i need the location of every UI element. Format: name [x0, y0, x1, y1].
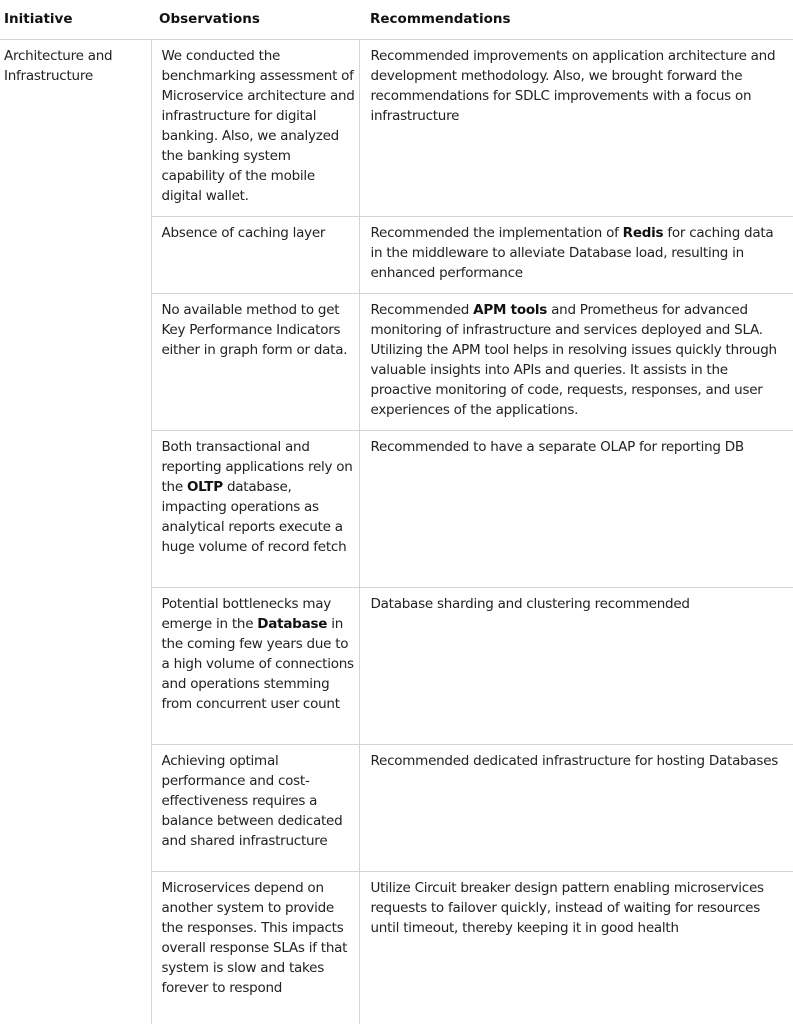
- table-header-row: [0, 0, 793, 40]
- header-observations: Observations: [151, 0, 359, 40]
- recommendation-cell: Utilize Circuit breaker design pattern enabling microservices requests to failover quickly, instead of waiting for resources until timeout, thereby keeping it in good health: [359, 872, 793, 1024]
- observation-text: Both transactional and reporting applications rely on the: [161, 439, 353, 495]
- recommendation-cell: Recommended dedicated infrastructure for hosting Databases: [359, 745, 793, 872]
- initiative-cell: Architecture and Infrastructure: [4, 48, 113, 84]
- recommendation-text: Recommended: [370, 302, 474, 318]
- observation-cell: Achieving optimal performance and cost-effectiveness requires a balance between dedicated and shared infrastructure: [151, 745, 359, 872]
- recommendation-emphasis: APM tools: [473, 302, 548, 318]
- observation-text: database, impacting operations as analytical reports execute a huge volume of record fetch: [161, 479, 347, 555]
- observation-text: Potential bottlenecks may emerge in the: [161, 596, 331, 632]
- observation-text: in the coming few years due to a high volume of connections and operations stemming from concurrent user count: [161, 616, 354, 712]
- observation-emphasis: OLTP: [186, 479, 223, 495]
- recommendation-cell: [359, 294, 793, 431]
- observation-cell: [151, 431, 359, 588]
- table-row: [0, 40, 793, 217]
- observation-emphasis: Database: [257, 616, 328, 632]
- observation-cell: We conducted the benchmarking assessment of Microservice architecture and infrastructure for digital banking. Also, we analyzed the banking system capability of the mobile digital wallet.: [151, 40, 359, 217]
- observation-cell: No available method to get Key Performance Indicators either in graph form or data.: [151, 294, 359, 431]
- observation-cell: Microservices depend on another system to provide the responses. This impacts overall response SLAs if that system is slow and takes forever to respond: [151, 872, 359, 1024]
- recommendation-text: for caching data in the middleware to alleviate Database load, resulting in enhanced performance: [370, 225, 774, 281]
- header-recommendations: Recommendations: [359, 0, 793, 40]
- recommendation-text: and Prometheus for advanced monitoring of infrastructure and services deployed and SLA. Utilizing the APM tool helps in resolving issues quickly through valuable insights into APIs and queries. It assists in the proactive monitoring of code, requests, responses, and user experiences of the applications.: [370, 302, 777, 418]
- observation-cell: [151, 588, 359, 745]
- recommendation-text: Recommended the implementation of: [370, 225, 623, 241]
- recommendation-cell: Database sharding and clustering recommended: [359, 588, 793, 745]
- observation-cell: Absence of caching layer: [151, 217, 359, 294]
- header-initiative: Initiative: [0, 0, 151, 40]
- recommendation-cell: [359, 217, 793, 294]
- recommendation-cell: Recommended improvements on application architecture and development methodology. Also, we brought forward the recommendations for SDLC improvements with a focus on infrastructure: [359, 40, 793, 217]
- recommendation-cell: Recommended to have a separate OLAP for reporting DB: [359, 431, 793, 588]
- recommendation-emphasis: Redis: [622, 225, 664, 241]
